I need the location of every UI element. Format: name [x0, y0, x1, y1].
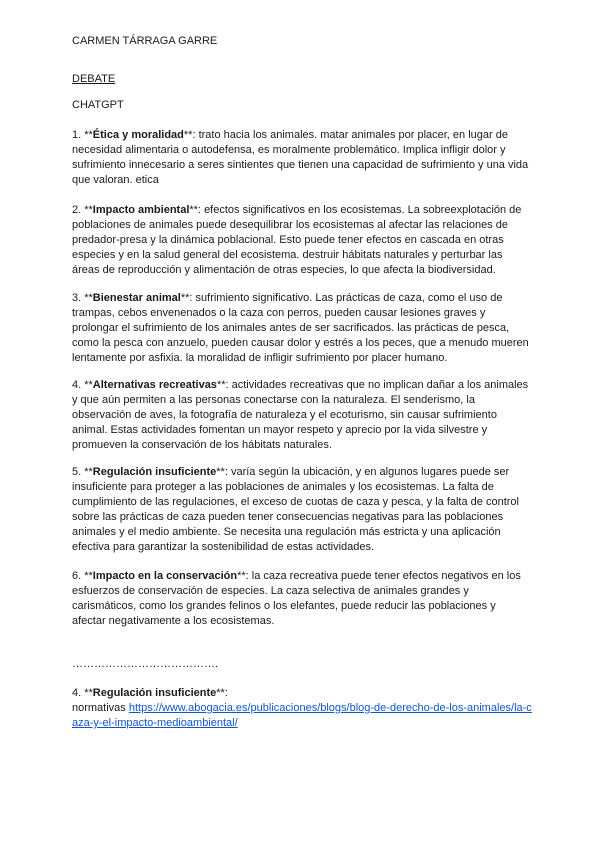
item-marker: **:	[180, 292, 196, 304]
list-item	[72, 378, 532, 453]
item-number: 1. **	[72, 129, 93, 141]
item-marker: **:	[237, 570, 252, 582]
item-number: 4. **	[72, 687, 93, 699]
item-number: 6. **	[72, 570, 93, 582]
item-heading: Ética y moralidad	[92, 129, 184, 141]
list-item	[72, 465, 532, 556]
item-heading: Regulación insuficiente	[92, 466, 217, 478]
item-number: 5. **	[72, 466, 93, 478]
item-marker: **:	[216, 379, 232, 391]
list-item	[72, 128, 532, 188]
item-body: actividades recreativas que no implican dañar a los animales y que aún permiten a las personas conectarse con la naturaleza. El senderismo, la observación de aves, la fotografía de naturaleza y el ecoturismo, sin causar sufrimiento animal. Estas actividades fomentan un mayor respeto y aprecio por la vida silvestre y promueven la conservación de los hábitats naturales.	[72, 379, 529, 452]
author-name: CARMEN TÁRRAGA GARRE	[72, 35, 218, 47]
item-number: 2. **	[72, 204, 93, 216]
item-marker: **:	[183, 129, 199, 141]
list-item	[72, 203, 532, 278]
item-marker: **:	[216, 466, 231, 478]
item-heading: Impacto ambiental	[92, 204, 190, 216]
item-marker: **:	[216, 687, 228, 699]
item-body: varía según la ubicación, y en algunos lugares puede ser insuficiente para proteger a las poblaciones de animales y los ecosistemas. La falta de cumplimiento de las regulaciones, el exceso de cuotas de caza y pesca, y la falta de control sobre las prácticas de caza pueden tener consecuencias negativas para las poblaciones animales y el medio ambiente. Se necesita una regulación más estricta y una aplicación efectiva para garantizar la sostenibilidad de estas actividades.	[72, 466, 519, 554]
normativas-paragraph	[72, 701, 534, 731]
source-label: CHATGPT	[72, 99, 124, 111]
item-body: sufrimiento significativo. Las prácticas de caza, como el uso de trampas, cebos envenenados o la caza con perros, pueden causar lesiones graves y prolongar el sufrimiento de los animales antes de ser sacrificados. las prácticas de pesca, como la pesca con anzuelo, pueden causar dolor y estrés a los peces, que a menudo mueren lentamente por asfixia. la moralidad de infligir sufrimiento por placer humano.	[72, 292, 529, 365]
item-heading: Alternativas recreativas	[92, 379, 217, 391]
item-heading: Bienestar animal	[92, 292, 181, 304]
item-body: la caza recreativa puede tener efectos negativos en los esfuerzos de conservación de especies. La caza selectiva de animales grandes y carismáticos, como los grandes felinos o los elefantes, puede reducir las poblaciones y afectar negativamente a los ecosistemas.	[72, 570, 521, 628]
section-title: DEBATE	[72, 73, 116, 85]
item-number: 3. **	[72, 292, 93, 304]
item-body: trato hacia los animales. matar animales por placer, en lugar de necesidad alimentaria o autodefensa, es moralmente problemático. Implica infligir dolor y sufrimiento innecesario a seres sintientes que tienen una capacidad de sufrimiento y una vida que valoran. etica	[72, 129, 529, 187]
normativas-label: normativas	[72, 702, 129, 714]
item-heading: Impacto en la conservación	[92, 570, 238, 582]
reference-link[interactable]: https://www.abogacia.es/publicaciones/blogs/blog-de-derecho-de-los-animales/la-caza-y-el-impacto-medioambiental/	[72, 702, 532, 730]
item-heading: Regulación insuficiente	[92, 687, 217, 699]
item-number: 4. **	[72, 379, 93, 391]
final-item-heading	[72, 686, 228, 701]
list-item	[72, 291, 532, 366]
item-body: efectos significativos en los ecosistemas. La sobreexplotación de poblaciones de animales puede desequilibrar los ecosistemas al afectar las relaciones de predador-presa y la dinámica poblacional. Esto puede tener efectos en cascada en otras especies y en la salud general del ecosistema. destruir hábitats naturales y perturbar las áreas de reproducción y alimentación de otras especies, lo que afecta la biodiversidad.	[72, 204, 522, 277]
list-item	[72, 569, 532, 629]
item-marker: **:	[189, 204, 205, 216]
separator: ………………………………….	[72, 658, 219, 670]
